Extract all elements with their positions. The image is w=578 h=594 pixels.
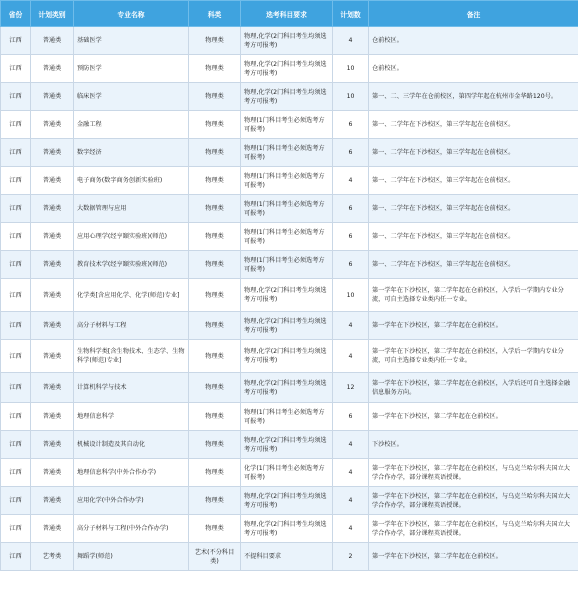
cell-major: 舞蹈学(师范) xyxy=(74,543,189,571)
cell-major: 基础医学 xyxy=(74,27,189,55)
cell-category: 普通类 xyxy=(31,83,74,111)
cell-note: 第一、二学年在下沙校区，第三学年起在仓前校区。 xyxy=(369,139,578,167)
cell-major: 化学类[含应用化学、化学(师范)专业] xyxy=(74,279,189,312)
cell-requirement: 物理(1门科目考生必须选考方可报考) xyxy=(241,251,333,279)
cell-requirement: 物理,化学(2门科目考生均须选考方可报考) xyxy=(241,312,333,340)
cell-category: 普通类 xyxy=(31,27,74,55)
cell-major: 地理信息科学(中外合作办学) xyxy=(74,459,189,487)
cell-category: 普通类 xyxy=(31,195,74,223)
header-major: 专业名称 xyxy=(74,1,189,27)
cell-note: 第一、二学年在下沙校区，第三学年起在仓前校区。 xyxy=(369,251,578,279)
cell-note: 第一、二学年在下沙校区，第三学年起在仓前校区。 xyxy=(369,111,578,139)
table-row xyxy=(1,111,578,139)
cell-note: 第一、二学年在下沙校区，第三学年起在仓前校区。 xyxy=(369,167,578,195)
cell-requirement: 物理,化学(2门科目考生均须选考方可报考) xyxy=(241,515,333,543)
cell-category: 普通类 xyxy=(31,487,74,515)
cell-count: 6 xyxy=(333,139,369,167)
cell-requirement: 物理(1门科目考生必须选考方可报考) xyxy=(241,167,333,195)
cell-province: 江西 xyxy=(1,312,31,340)
header-category: 计划类别 xyxy=(31,1,74,27)
cell-major: 数字经济 xyxy=(74,139,189,167)
cell-category: 普通类 xyxy=(31,223,74,251)
cell-requirement: 物理,化学(2门科目考生均须选考方可报考) xyxy=(241,487,333,515)
header-requirement: 选考科目要求 xyxy=(241,1,333,27)
cell-note: 第一学年在下沙校区，第二学年起在仓前校区，与乌克兰哈尔科夫国立大学合作办学，部分课程英语授课。 xyxy=(369,487,578,515)
cell-note: 第一、二学年在下沙校区，第三学年起在仓前校区。 xyxy=(369,223,578,251)
cell-subject: 物理类 xyxy=(189,55,241,83)
cell-category: 普通类 xyxy=(31,111,74,139)
cell-major: 金融工程 xyxy=(74,111,189,139)
cell-major: 电子商务(数字商务创新实验班) xyxy=(74,167,189,195)
cell-note: 第一、二、三学年在仓前校区，第四学年起在杭州市金华路120号。 xyxy=(369,83,578,111)
cell-requirement: 物理,化学(2门科目考生均须选考方可报考) xyxy=(241,27,333,55)
cell-count: 6 xyxy=(333,403,369,431)
table-header-row xyxy=(1,1,578,27)
cell-count: 10 xyxy=(333,279,369,312)
cell-count: 10 xyxy=(333,83,369,111)
cell-province: 江西 xyxy=(1,279,31,312)
cell-major: 临床医学 xyxy=(74,83,189,111)
cell-subject: 物理类 xyxy=(189,223,241,251)
cell-count: 4 xyxy=(333,487,369,515)
cell-province: 江西 xyxy=(1,431,31,459)
cell-count: 6 xyxy=(333,251,369,279)
cell-count: 4 xyxy=(333,459,369,487)
cell-note: 第一学年在下沙校区，第二学年起在仓前校区，与乌克兰哈尔科夫国立大学合作办学，部分课程英语授课。 xyxy=(369,459,578,487)
table-row xyxy=(1,195,578,223)
cell-subject: 艺术(不分科目类) xyxy=(189,543,241,571)
cell-category: 普通类 xyxy=(31,431,74,459)
cell-requirement: 化学(1门科目考生必须选考方可报考) xyxy=(241,459,333,487)
cell-count: 10 xyxy=(333,55,369,83)
cell-province: 江西 xyxy=(1,459,31,487)
cell-count: 4 xyxy=(333,312,369,340)
table-row xyxy=(1,55,578,83)
cell-province: 江西 xyxy=(1,543,31,571)
table-row xyxy=(1,373,578,403)
cell-note: 第一、二学年在下沙校区，第三学年起在仓前校区。 xyxy=(369,195,578,223)
cell-requirement: 物理(1门科目考生必须选考方可报考) xyxy=(241,111,333,139)
cell-major: 高分子材料与工程(中外合作办学) xyxy=(74,515,189,543)
table-row xyxy=(1,403,578,431)
cell-count: 6 xyxy=(333,195,369,223)
table-body xyxy=(1,27,578,571)
cell-count: 4 xyxy=(333,340,369,373)
cell-category: 艺考类 xyxy=(31,543,74,571)
header-subject: 科类 xyxy=(189,1,241,27)
cell-subject: 物理类 xyxy=(189,312,241,340)
cell-count: 4 xyxy=(333,431,369,459)
cell-note: 仓前校区。 xyxy=(369,55,578,83)
table-row xyxy=(1,27,578,55)
cell-note: 第一学年在下沙校区，第二学年起在仓前校区。 xyxy=(369,312,578,340)
header-note: 备注 xyxy=(369,1,578,27)
cell-subject: 物理类 xyxy=(189,27,241,55)
cell-subject: 物理类 xyxy=(189,251,241,279)
cell-requirement: 物理(1门科目考生必须选考方可报考) xyxy=(241,403,333,431)
cell-subject: 物理类 xyxy=(189,403,241,431)
cell-subject: 物理类 xyxy=(189,459,241,487)
cell-category: 普通类 xyxy=(31,373,74,403)
cell-note: 第一学年在下沙校区，第二学年起在仓前校区。 xyxy=(369,403,578,431)
cell-major: 预防医学 xyxy=(74,55,189,83)
cell-subject: 物理类 xyxy=(189,195,241,223)
cell-subject: 物理类 xyxy=(189,83,241,111)
cell-subject: 物理类 xyxy=(189,487,241,515)
table-row xyxy=(1,459,578,487)
table-row xyxy=(1,167,578,195)
cell-count: 6 xyxy=(333,223,369,251)
cell-category: 普通类 xyxy=(31,139,74,167)
cell-subject: 物理类 xyxy=(189,431,241,459)
cell-major: 机械设计制造及其自动化 xyxy=(74,431,189,459)
cell-count: 4 xyxy=(333,515,369,543)
cell-province: 江西 xyxy=(1,167,31,195)
cell-category: 普通类 xyxy=(31,515,74,543)
cell-province: 江西 xyxy=(1,487,31,515)
cell-subject: 物理类 xyxy=(189,340,241,373)
cell-requirement: 不提科目要求 xyxy=(241,543,333,571)
cell-province: 江西 xyxy=(1,27,31,55)
cell-major: 应用化学(中外合作办学) xyxy=(74,487,189,515)
cell-province: 江西 xyxy=(1,515,31,543)
header-province: 省份 xyxy=(1,1,31,27)
cell-province: 江西 xyxy=(1,111,31,139)
cell-major: 计算机科学与技术 xyxy=(74,373,189,403)
cell-note: 第一学年在下沙校区，第二学年起在仓前校区，入学后一学期内专业分流，可自主选择专业类内任一专业。 xyxy=(369,340,578,373)
table-row xyxy=(1,340,578,373)
cell-subject: 物理类 xyxy=(189,373,241,403)
table-row xyxy=(1,543,578,571)
header-count: 计划数 xyxy=(333,1,369,27)
cell-note: 第一学年在下沙校区，第二学年起在仓前校区。 xyxy=(369,543,578,571)
cell-subject: 物理类 xyxy=(189,111,241,139)
cell-province: 江西 xyxy=(1,55,31,83)
table-row xyxy=(1,139,578,167)
cell-requirement: 物理(1门科目考生必须选考方可报考) xyxy=(241,223,333,251)
cell-note: 第一学年在下沙校区，第二学年起在仓前校区，入学后一学期内专业分流，可自主选择专业类内任一专业。 xyxy=(369,279,578,312)
cell-subject: 物理类 xyxy=(189,515,241,543)
cell-major: 应用心理学(经亨颐实验班)(师范) xyxy=(74,223,189,251)
table-row xyxy=(1,251,578,279)
cell-category: 普通类 xyxy=(31,167,74,195)
cell-category: 普通类 xyxy=(31,251,74,279)
table-row xyxy=(1,83,578,111)
cell-note: 下沙校区。 xyxy=(369,431,578,459)
table-row xyxy=(1,431,578,459)
cell-requirement: 物理(1门科目考生必须选考方可报考) xyxy=(241,195,333,223)
cell-major: 大数据管理与应用 xyxy=(74,195,189,223)
cell-note: 第一学年在下沙校区，第二学年起在仓前校区，与乌克兰哈尔科夫国立大学合作办学，部分课程英语授课。 xyxy=(369,515,578,543)
cell-requirement: 物理,化学(2门科目考生均须选考方可报考) xyxy=(241,83,333,111)
cell-province: 江西 xyxy=(1,83,31,111)
cell-category: 普通类 xyxy=(31,279,74,312)
cell-subject: 物理类 xyxy=(189,167,241,195)
cell-category: 普通类 xyxy=(31,55,74,83)
cell-major: 地理信息科学 xyxy=(74,403,189,431)
cell-province: 江西 xyxy=(1,195,31,223)
cell-requirement: 物理(1门科目考生必须选考方可报考) xyxy=(241,139,333,167)
cell-requirement: 物理,化学(2门科目考生均须选考方可报考) xyxy=(241,373,333,403)
cell-province: 江西 xyxy=(1,223,31,251)
cell-major: 生物科学类[含生物技术、生态学、生物科学(师范)专业] xyxy=(74,340,189,373)
cell-category: 普通类 xyxy=(31,312,74,340)
cell-count: 4 xyxy=(333,27,369,55)
table-row xyxy=(1,487,578,515)
cell-category: 普通类 xyxy=(31,403,74,431)
cell-subject: 物理类 xyxy=(189,139,241,167)
cell-count: 2 xyxy=(333,543,369,571)
table-row xyxy=(1,223,578,251)
cell-count: 12 xyxy=(333,373,369,403)
cell-count: 4 xyxy=(333,167,369,195)
cell-major: 教育技术学(经亨颐实验班)(师范) xyxy=(74,251,189,279)
cell-note: 仓前校区。 xyxy=(369,27,578,55)
cell-province: 江西 xyxy=(1,340,31,373)
cell-category: 普通类 xyxy=(31,340,74,373)
table-row xyxy=(1,515,578,543)
cell-category: 普通类 xyxy=(31,459,74,487)
table-row xyxy=(1,279,578,312)
cell-note: 第一学年在下沙校区，第二学年起在仓前校区，入学后还可自主选择金融信息服务方向。 xyxy=(369,373,578,403)
cell-requirement: 物理,化学(2门科目考生均须选考方可报考) xyxy=(241,340,333,373)
cell-requirement: 物理,化学(2门科目考生均须选考方可报考) xyxy=(241,431,333,459)
cell-count: 6 xyxy=(333,111,369,139)
cell-subject: 物理类 xyxy=(189,279,241,312)
table-row xyxy=(1,312,578,340)
cell-province: 江西 xyxy=(1,139,31,167)
cell-requirement: 物理,化学(2门科目考生均须选考方可报考) xyxy=(241,55,333,83)
cell-province: 江西 xyxy=(1,251,31,279)
cell-province: 江西 xyxy=(1,373,31,403)
cell-requirement: 物理,化学(2门科目考生均须选考方可报考) xyxy=(241,279,333,312)
cell-major: 高分子材料与工程 xyxy=(74,312,189,340)
cell-province: 江西 xyxy=(1,403,31,431)
